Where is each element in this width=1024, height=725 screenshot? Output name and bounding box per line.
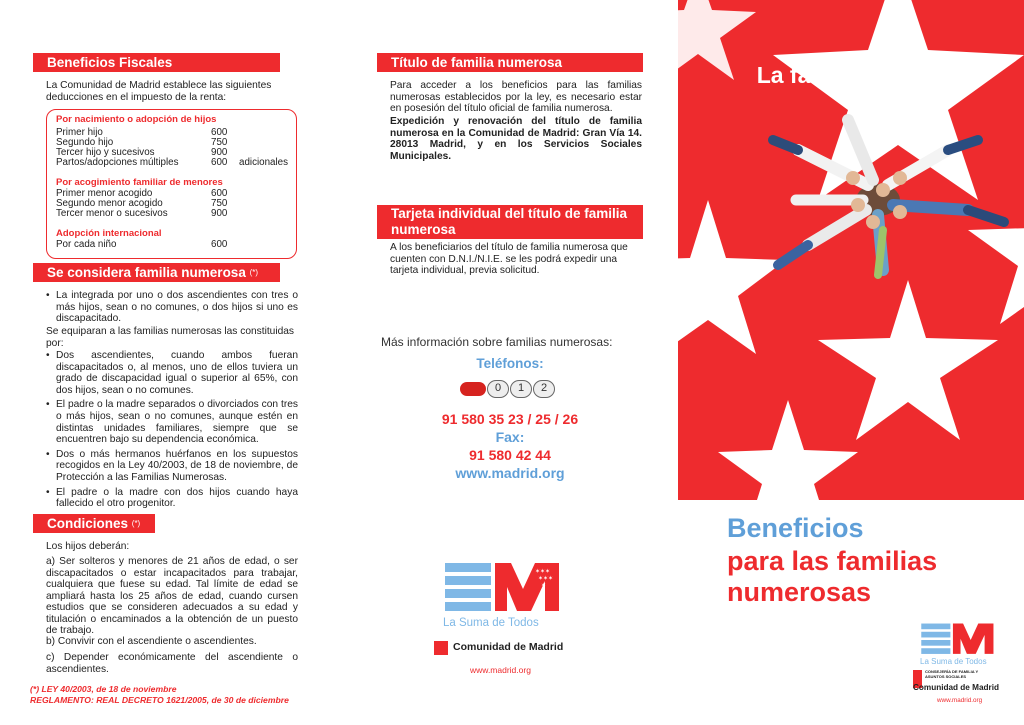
condition-c: c) Depender económicamente del ascendiente o ascendientes. xyxy=(46,652,298,675)
list-item: • Dos o más hermanos huérfanos en los supuestos recogidos en la Ley 40/2003, de 18 de noviembre, de Protección a las Familias Numerosas. xyxy=(46,449,298,484)
cover-subtitle-red-2: numerosas xyxy=(727,577,872,607)
fax-label: Fax: xyxy=(495,429,525,445)
foster-row: Segundo menor acogido 750 xyxy=(56,198,228,209)
phones-label: Teléfonos: xyxy=(476,356,544,371)
madrid-m-icon xyxy=(443,559,563,619)
website-small[interactable]: www.madrid.org xyxy=(937,697,983,704)
star-shape xyxy=(718,400,858,500)
footnote-regulation: REGLAMENTO: REAL DECRETO 1621/2005, de 30 de diciembre xyxy=(30,695,289,705)
birth-row: Partos/adopciones múltiples 600 adicionales xyxy=(56,157,289,168)
list-item: • El padre o la madre separados o divorciados con tres o más hijos, sean o no comunes, aunque estén en distintas unidades familiares, siempre que se encuentren bajo su dependencia económica. xyxy=(46,399,298,445)
star-shape xyxy=(678,200,786,354)
conditions-intro: Los hijos deberán: xyxy=(46,541,130,552)
madrid-m-icon xyxy=(920,620,996,660)
consejeria-text: CONSEJERÍA DE FAMILIA Y ASUNTOS SOCIALES xyxy=(925,669,979,679)
more-info: Más información sobre familias numerosas: xyxy=(381,335,613,349)
birth-row: Primer hijo 600 xyxy=(56,127,228,138)
website-link[interactable]: www.madrid.org xyxy=(455,465,565,481)
org-name-small: Comunidad de Madrid xyxy=(913,683,999,692)
title-text: Para acceder a los beneficios para las familias numerosas establecidos por la ley, es necesario estar en posesión del título oficial de familia numerosa. xyxy=(390,80,642,114)
svg-text:✶✶✶: ✶✶✶ xyxy=(538,576,554,582)
svg-text:✶✶✶: ✶✶✶ xyxy=(535,569,551,575)
org-name: Comunidad de Madrid xyxy=(453,641,564,653)
intl-row: Por cada niño 600 xyxy=(56,239,228,250)
fax-number: 91 580 42 44 xyxy=(469,447,551,463)
foster-title: Por acogimiento familiar de menores xyxy=(56,177,223,188)
birth-row: Segundo hijo 750 xyxy=(56,137,228,148)
intl-title: Adopción internacional xyxy=(56,228,162,239)
foster-row: Primer menor acogido 600 xyxy=(56,188,228,199)
logo-slogan: La Suma de Todos xyxy=(443,617,539,629)
condition-b: b) Convivir con el ascendiente o ascendientes. xyxy=(46,636,257,647)
logo-slogan-small: La Suma de Todos xyxy=(920,657,987,666)
card-heading: Tarjeta individual del título de familia numerosa xyxy=(377,205,643,239)
card-text: A los beneficiarios del título de familia numerosa que cuenten con D.N.I./N.I.E. se les podrá expedir una tarjeta individual, previa solicitud. xyxy=(390,242,628,276)
footnote-law: (*) LEY 40/2003, de 18 de noviembre xyxy=(30,684,177,694)
badge-dot-icon xyxy=(460,382,486,396)
phone-012-badge xyxy=(460,378,556,400)
list-item: • El padre o la madre con dos hijos cuando haya fallecido el otro progenitor. xyxy=(46,487,298,510)
title-bold-text: Expedición y renovación del título de familia numerosa en la Comunidad de Madrid: Gran Vía 14. 28013 Madrid, y en los Servicios Sociales Municipales. xyxy=(390,116,642,162)
conditions-heading: Condiciones (*) xyxy=(33,514,155,533)
star-shape xyxy=(773,0,1024,200)
badge-digit: 0 xyxy=(487,380,509,398)
foster-row: Tercer menor o sucesivos 900 xyxy=(56,208,228,219)
equiv-text: Se equiparan a las familias numerosas las constituidas por: xyxy=(46,326,295,349)
badge-digit: 1 xyxy=(510,380,532,398)
star-shape xyxy=(968,170,1024,324)
list-item: • La integrada por uno o dos ascendientes con tres o más hijos, sean o no comunes, o dos hijos si uno es discapacitado. xyxy=(46,290,298,325)
condition-a: a) Ser solteros y menores de 21 años de edad, o ser discapacitados o estar incapacitados para trabajar, cualquiera que fuese su edad. Tal límite de edad se ampliará hasta los 25 años de edad, cuando cursen estudios que se consideren adecuados a su edad y titulación o encaminados a la obtención de un puesto de trabajo. xyxy=(46,556,298,636)
star-shape xyxy=(818,280,998,440)
fiscal-deductions-box xyxy=(46,109,297,259)
birth-row: Tercer hijo y sucesivos 900 xyxy=(56,147,228,158)
cover-subtitle-red-1: para las familias xyxy=(727,546,938,576)
fiscal-heading: Beneficios Fiscales xyxy=(33,53,280,72)
considered-list xyxy=(46,290,298,328)
title-heading: Título de familia numerosa xyxy=(377,53,643,72)
madrid-logo-small xyxy=(920,620,996,660)
logo-website[interactable]: www.madrid.org xyxy=(470,665,531,675)
madrid-logo xyxy=(443,559,563,619)
birth-title: Por nacimiento o adopción de hijos xyxy=(56,114,217,125)
svg-text:✶: ✶ xyxy=(541,583,547,589)
badge-digit: 2 xyxy=(533,380,555,398)
phone-numbers: 91 580 35 23 / 25 / 26 xyxy=(441,411,579,427)
fiscal-intro: La Comunidad de Madrid establece las siguientes deducciones en el impuesto de la renta: xyxy=(46,80,272,103)
equiv-list xyxy=(46,350,298,513)
org-flag-icon xyxy=(434,641,448,655)
cover-subtitle-blue: Beneficios xyxy=(727,513,864,543)
considered-heading: Se considera familia numerosa (*) xyxy=(33,263,280,282)
list-item: • Dos ascendientes, cuando ambos fueran discapacitados o, al menos, uno de ellos tuviera un grado de discapacidad igual o superior al 65%, con dos hijos, sean o no comunes. xyxy=(46,350,298,396)
cover-title: La familia cuenta xyxy=(756,62,944,88)
